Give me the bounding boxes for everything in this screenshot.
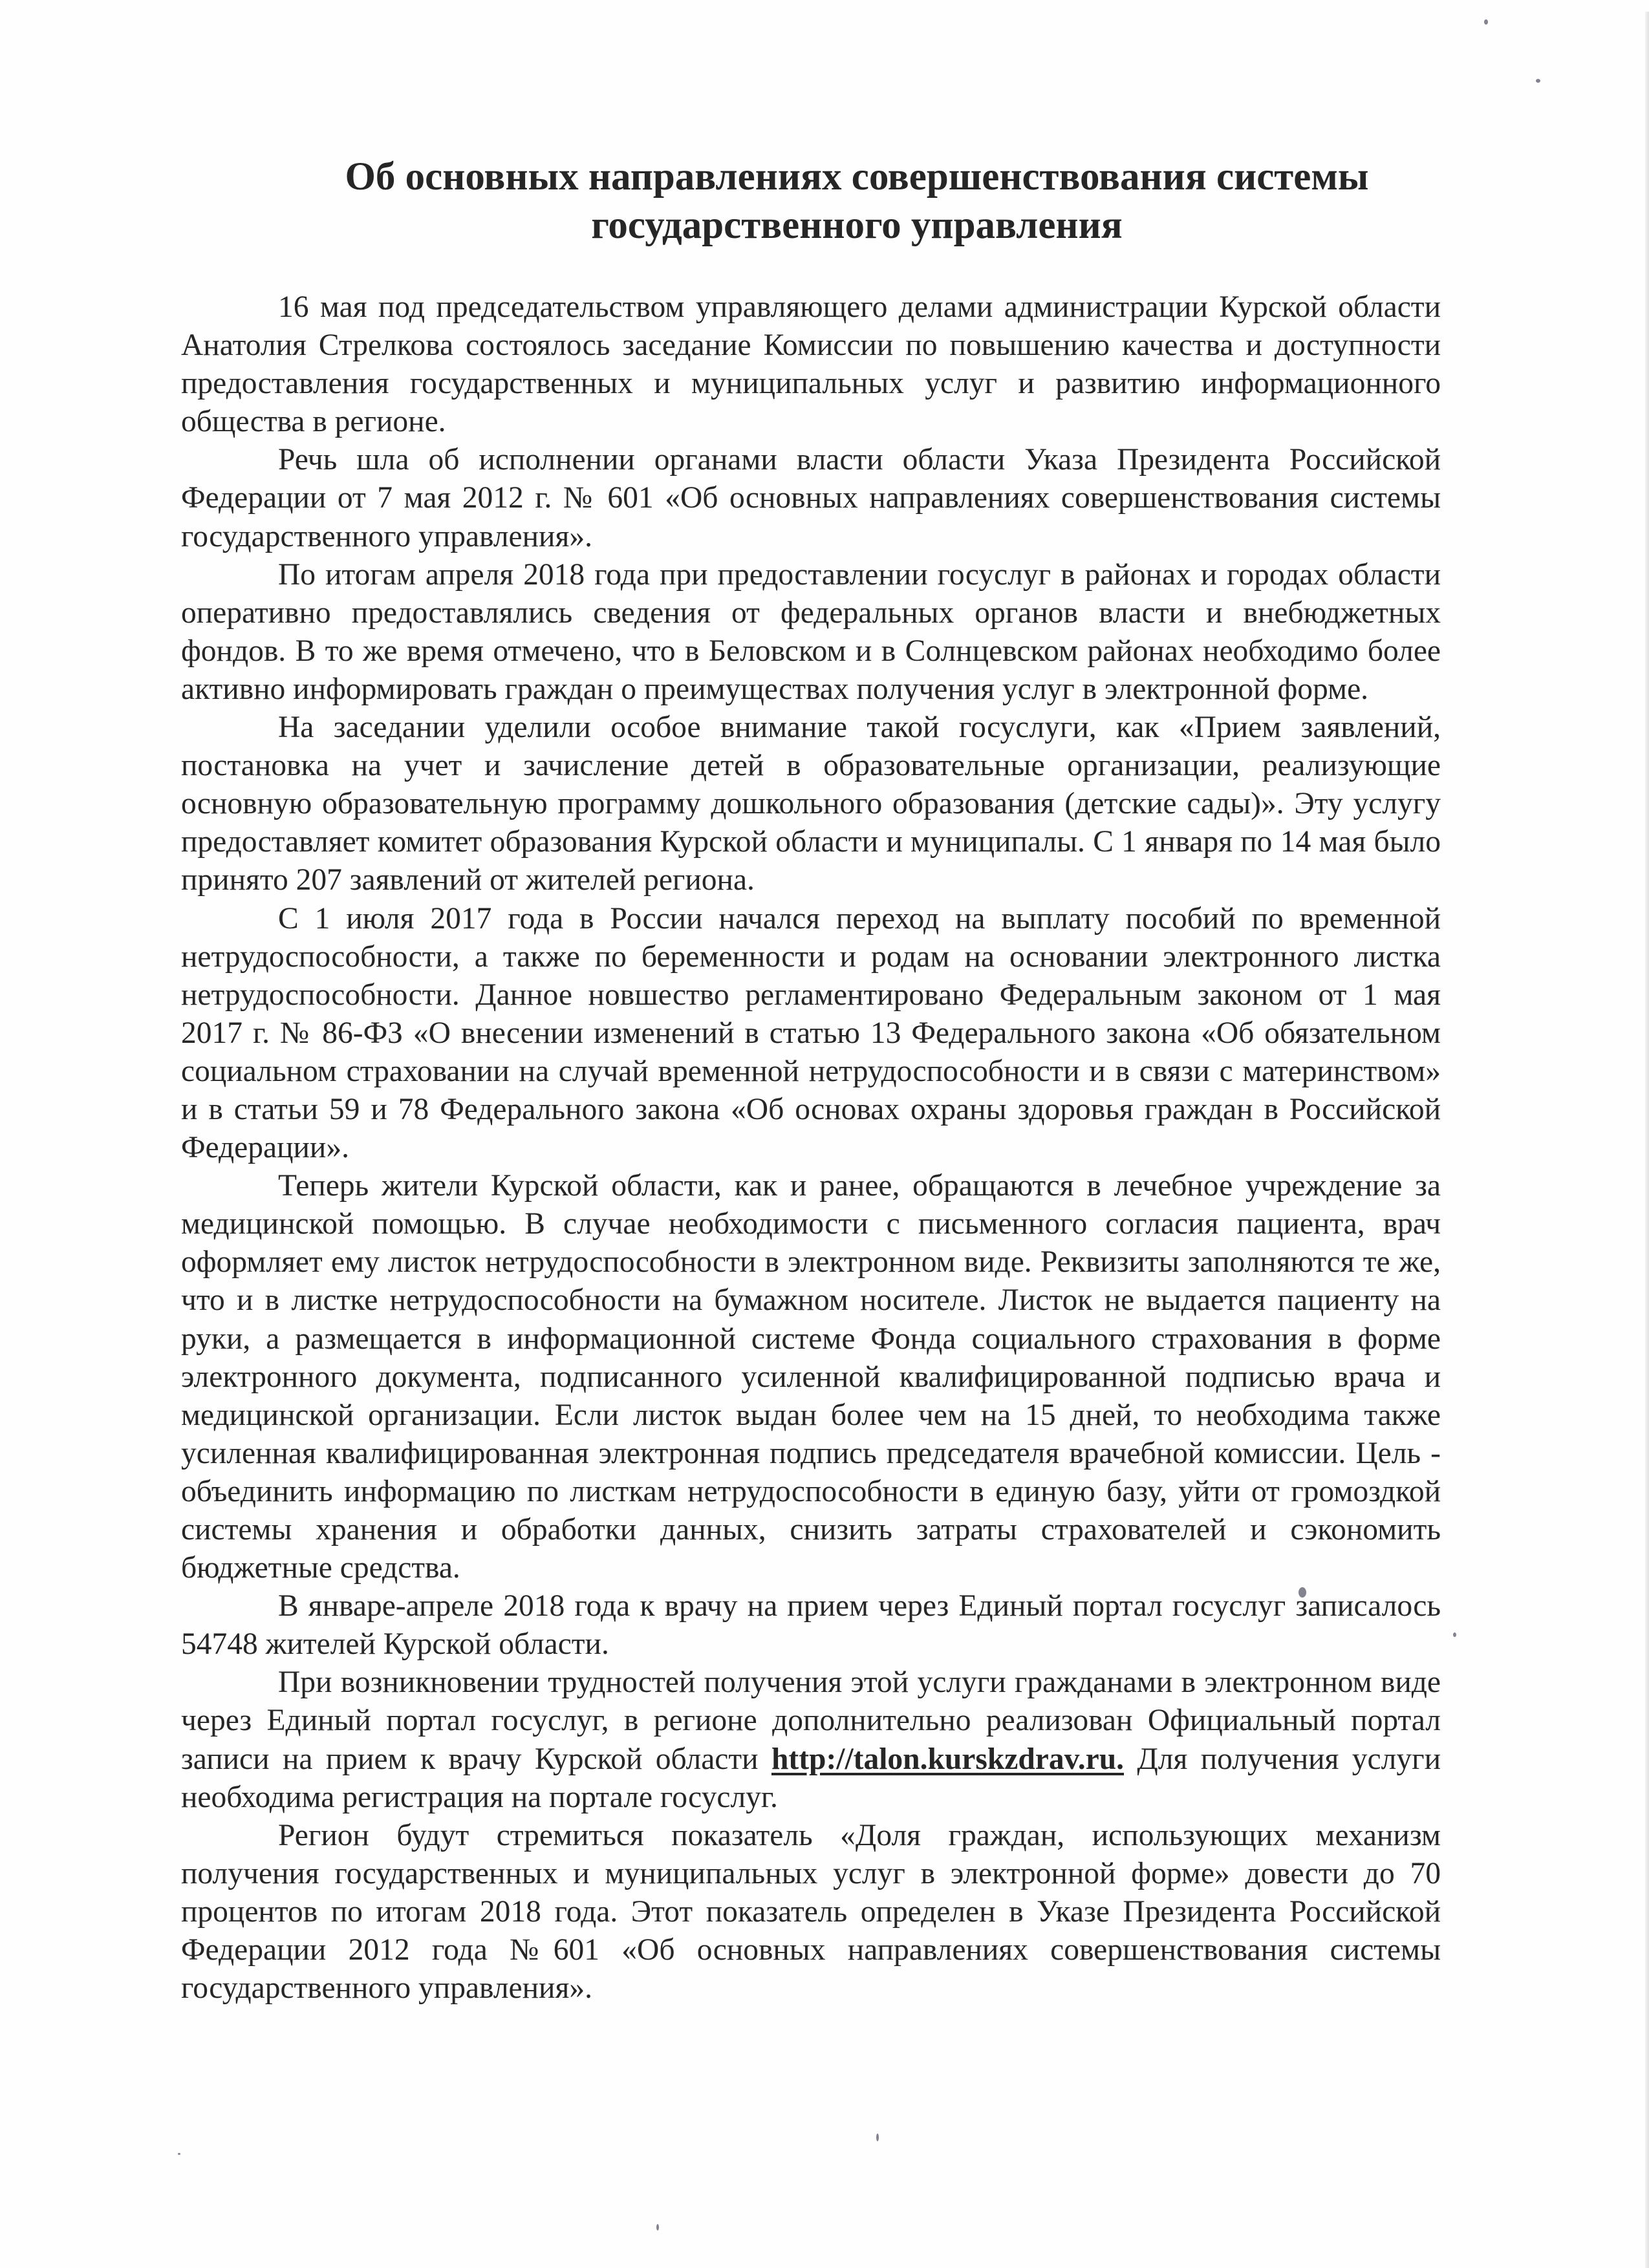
paragraph-decree-601: Речь шла об исполнении органами власти области Указа Президента Российской Федерации от 7 мая 2012 г. № 601 «Об основных направлениях совершенствования системы государственного управления». [181,443,1441,553]
scan-speck [178,2153,180,2155]
paragraph-april-results: По итогам апреля 2018 года при предоставлении госуслуг в районах и городах области оперативно предоставлялись сведения от федеральных органов власти и внебюджетных фондов. В то же время отмечено, что в Беловском и в Солнцевском районах необходимо более активно информировать граждан о преимуществах получения услуг в электронной форме. [181,557,1441,706]
scanner-edge [1645,12,1649,2268]
portal-text-before-link: При возникновении трудностей получения этой услуги гражданами в электронном виде через Единый портал госуслуг, в регионе дополнительно реализован Официальный портал записи на прием к врачу Курской области [181,1665,1441,1776]
paragraph-commission-meeting: 16 мая под председательством управляющего делами администрации Курской области Анатолия Стрелкова состоялось заседание Комиссии по повышению качества и доступности предоставления государственных и муниципальных услуг и развитию информационного общества в регионе. [181,290,1441,439]
paragraph-target-70-percent: Регион будут стремиться показатель «Доля граждан, использующих механизм получения государственных и муниципальных услуг в электронной форме» довести до 70 процентов по итогам 2018 года. Этот показатель определен в Указе Президента Российской Федерации 2012 года №601 «Об основных направлениях совершенствования системы государственного управления». [181,1818,1441,2006]
document-body [181,288,1441,2007]
paragraph-electronic-sick-leave: С 1 июля 2017 года в России начался переход на выплату пособий по временной нетрудоспособности, а также по беременности и родам на основании электронного листка нетрудоспособности. Данное новшество регламентировано Федеральным законом от 1 мая 2017 г. № 86-ФЗ «О внесении изменений в статью 13 Федерального закона «Об обязательном социальном страховании на случай временной нетрудоспособности и в связи с материнством» и в статьи 59 и 78 Федерального закона «Об основах охраны здоровья граждан в Российской Федерации». [181,901,1441,1165]
document-title [259,153,1455,250]
paragraph-kindergarten-service: На заседании уделили особое внимание такой госуслуги, как «Прием заявлений, постановка на учет и зачисление детей в образовательные организации, реализующие основную образовательную программу дошкольного образования (детские сады)». Эту услугу предоставляет комитет образования Курской области и муниципалы. С 1 января по 14 мая было принято 207 заявлений от жителей региона. [181,711,1441,897]
paragraph-doctor-appointments: В январе-апреле 2018 года к врачу на прием через Единый портал госуслуг записалось 54748 жителей Курской области. [181,1589,1441,1662]
talon-portal-link[interactable]: http://talon.kurskzdrav.ru. [771,1742,1124,1776]
scan-speck [656,2224,659,2231]
title-line-2: государственного управления [591,204,1123,247]
paragraph-sick-leave-procedure: Теперь жители Курской области, как и ранее, обращаются в лечебное учреждение за медицинской помощью. В случае необходимости с письменного согласия пациента, врач оформляет ему листок нетрудоспособности в электронном виде. Реквизиты заполняются те же, что и в листке нетрудоспособности на бумажном носителе. Листок не выдается пациенту на руки, а размещается в информационной системе Фонда социального страхования в форме электронного документа, подписанного усиленной квалифицированной подписью врача и медицинской организации. Если листок выдан более чем на 15 дней, то необходима также усиленная квалифицированная электронная подпись председателя врачебной комиссии. Цель - объединить информацию по листкам нетрудоспособности в единую базу, уйти от громоздкой системы хранения и обработки данных, снизить затраты страхователей и сэкономить бюджетные средства. [181,1169,1441,1585]
scan-speck [1453,1632,1456,1637]
paragraph-regional-portal [181,1664,1441,1816]
portal-text-after-link: Для получения услуги необходима регистрация на портале госуслуг. [181,1742,1441,1814]
scan-speck [1536,79,1540,83]
scan-speck [876,2134,879,2141]
scan-speck [1484,19,1488,25]
title-line-1: Об основных направлениях совершенствования системы [345,155,1369,198]
